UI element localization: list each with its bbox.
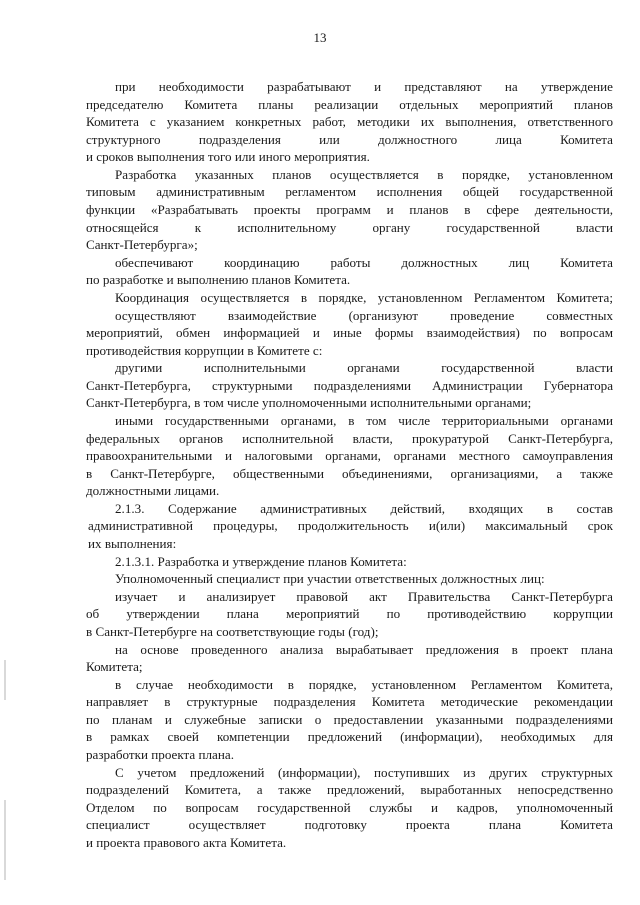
- text-line: Уполномоченный специалист при участии ответственных должностных лиц:: [115, 571, 545, 587]
- text-line: осуществляют взаимодействие (организуют проведение совместных: [115, 307, 613, 323]
- text-line: в Санкт-Петербурге на соответствующие годы (год);: [86, 623, 379, 639]
- text-line: специалист осуществляет подготовку проекта плана Комитета: [86, 817, 613, 833]
- text-line: обеспечивают координацию работы должностных лиц Комитета: [115, 254, 613, 270]
- text-line: в рамках своей компетенции предложений (информации), необходимых для: [86, 729, 613, 745]
- text-line: Разработка указанных планов осуществляется в порядке, установленном: [115, 166, 613, 182]
- page-number: 13: [313, 30, 327, 45]
- document-body: [86, 78, 613, 851]
- text-line: иными государственными органами, в том числе территориальными органами: [115, 412, 613, 428]
- text-line: относящейся к исполнительному органу государственной власти: [86, 219, 613, 235]
- text-line: структурного подразделения или должностного лица Комитета: [86, 131, 613, 147]
- text-line: и проекта правового акта Комитета.: [86, 834, 287, 850]
- text-line: по планам и служебные записки о предоставлении указанными подразделениями: [86, 711, 613, 727]
- text-line: функции «Разрабатывать проекты программ и планов в сфере деятельности,: [86, 202, 613, 218]
- text-line: правоохранительными и налоговыми органами, органами местного самоуправления: [86, 448, 613, 464]
- text-line: направляет в структурные подразделения Комитета методические рекомендации: [86, 694, 613, 710]
- text-line: на основе проведенного анализа вырабатывает предложения в проект плана: [115, 641, 613, 657]
- text-line: С учетом предложений (информации), поступивших из других структурных: [115, 764, 613, 780]
- scan-margin-mark: [4, 660, 6, 700]
- text-line: противодействия коррупции в Комитете с:: [86, 342, 323, 358]
- text-line: Санкт-Петербурга, структурными подразделениями Администрации Губернатора: [86, 377, 613, 393]
- text-line: должностными лицами.: [86, 483, 220, 499]
- text-line: Комитета с указанием конкретных работ, методики их выполнения, ответственного: [86, 114, 613, 130]
- text-line: в Санкт-Петербурге, общественными объединениями, организациями, а также: [86, 465, 613, 481]
- text-line: типовым административным регламентом исполнения общей государственной: [86, 184, 613, 200]
- text-line: Санкт-Петербурга, в том числе уполномоченными исполнительными органами;: [86, 395, 532, 411]
- text-line: административной процедуры, продолжительность и(или) максимальный срок: [88, 518, 613, 534]
- text-line: в случае необходимости в порядке, установленном Регламентом Комитета,: [115, 676, 613, 692]
- text-line: 2.1.3.1. Разработка и утверждение планов Комитета:: [115, 553, 407, 569]
- text-line: их выполнения:: [88, 536, 177, 552]
- text-line: председателю Комитета планы реализации отдельных мероприятий планов: [86, 96, 613, 112]
- text-line: и сроков выполнения того или иного мероприятия.: [86, 149, 370, 165]
- text-line: другими исполнительными органами государственной власти: [115, 360, 613, 376]
- text-line: подразделений Комитета, а также предложений, выработанных непосредственно: [86, 782, 613, 798]
- text-line: Санкт-Петербурга»;: [86, 237, 198, 253]
- text-line: разработки проекта плана.: [86, 746, 234, 762]
- text-line: Отделом по вопросам государственной службы и кадров, уполномоченный: [86, 799, 613, 815]
- text-line: мероприятий, обмен информацией и иные формы взаимодействия) по вопросам: [86, 325, 613, 341]
- text-line: федеральных органов исполнительной власти, прокуратурой Санкт-Петербурга,: [86, 430, 613, 446]
- text-line: изучает и анализирует правовой акт Правительства Санкт-Петербурга: [115, 588, 613, 604]
- text-line: Координация осуществляется в порядке, установленном Регламентом Комитета;: [115, 289, 613, 305]
- scan-margin-mark: [4, 800, 6, 880]
- text-line: об утверждении плана мероприятий по противодействию коррупции: [86, 606, 613, 622]
- text-line: по разработке и выполнению планов Комитета.: [86, 272, 351, 288]
- text-line: 2.1.3. Содержание административных действий, входящих в состав: [115, 500, 613, 516]
- text-line: при необходимости разрабатывают и представляют на утверждение: [115, 79, 613, 94]
- text-line: Комитета;: [86, 659, 143, 675]
